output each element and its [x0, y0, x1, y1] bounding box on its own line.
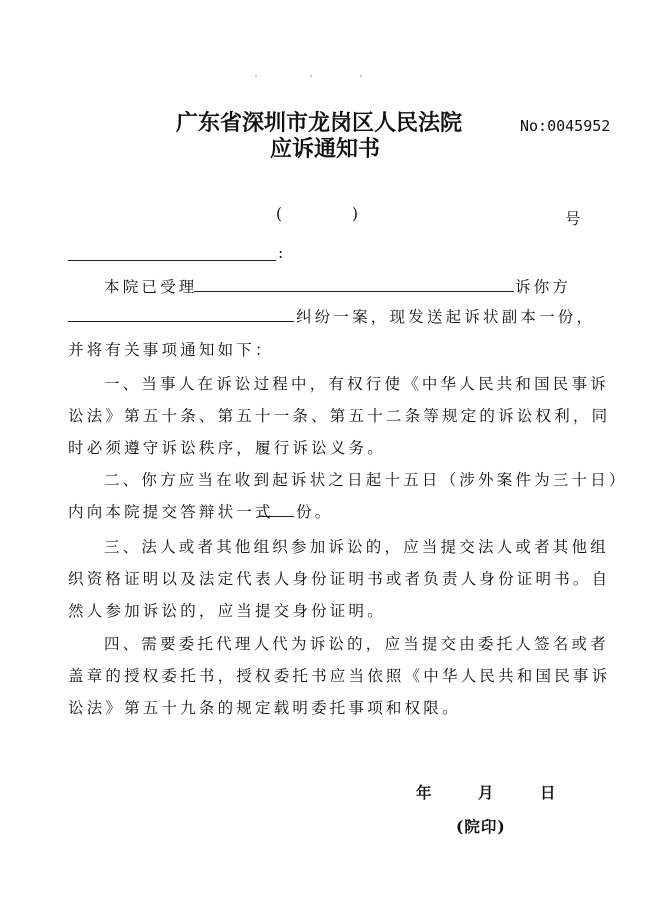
case-number-open-paren: ( [276, 205, 286, 223]
intro-text-d: 并将有关事项通知如下： [68, 341, 274, 359]
date-year: 年 [416, 783, 435, 802]
item4-line2: 盖章的授权委托书，授权委托书应当依照《中华人民共和国民事诉 [68, 667, 611, 685]
scan-speck [255, 75, 257, 77]
intro-text-a: 本院已受理 [104, 278, 198, 296]
scan-speck [360, 75, 362, 77]
court-seal-label: (院印) [456, 817, 506, 836]
intro-text-b: 诉你方 [515, 278, 572, 296]
item4-line1: 四、需要委托代理人代为诉讼的，应当提交由委托人签名或者 [104, 635, 609, 653]
date-month: 月 [478, 783, 497, 802]
item1-line1: 一、当事人在诉讼过程中，有权行使《中华人民共和国民事诉 [104, 375, 609, 393]
dispute-type-blank [68, 321, 294, 322]
item4-line3: 讼法》第五十九条的规定载明委托事项和权限。 [68, 699, 461, 717]
item2-line2b: 份。 [296, 503, 334, 521]
item3-line3: 然人参加诉讼的，应当提交身份证明。 [68, 602, 386, 620]
scan-speck [310, 75, 312, 77]
item3-line1: 三、法人或者其他组织参加诉讼的，应当提交法人或者其他组 [104, 538, 609, 556]
item1-line3: 时必须遵守诉讼秩序，履行诉讼义务。 [68, 439, 386, 457]
item1-line2: 讼法》第五十条、第五十一条、第五十二条等规定的诉讼权利，同 [68, 407, 611, 425]
addressee-blank [68, 260, 276, 261]
serial-number: No:0045952 [520, 117, 611, 135]
item2-line2a: 内向本院提交答辩状一式 [68, 503, 274, 521]
document-title: 应诉通知书 [270, 136, 381, 162]
date-day: 日 [540, 783, 559, 802]
item3-line2: 织资格证明以及法定代表人身份证明书或者负责人身份证明书。自 [68, 570, 611, 588]
case-number-hao: 号 [565, 210, 584, 228]
court-name: 广东省深圳市龙岗区人民法院 [176, 110, 463, 136]
plaintiff-blank [194, 291, 514, 292]
item2-line1: 二、你方应当在收到起诉状之日起十五日（涉外案件为三十日） [104, 471, 628, 489]
addressee-colon: : [278, 244, 287, 262]
case-number-close-paren: ) [352, 205, 362, 223]
intro-text-c: 纠纷一案，现发送起诉状副本一份， [296, 308, 596, 326]
copies-blank [258, 516, 294, 517]
